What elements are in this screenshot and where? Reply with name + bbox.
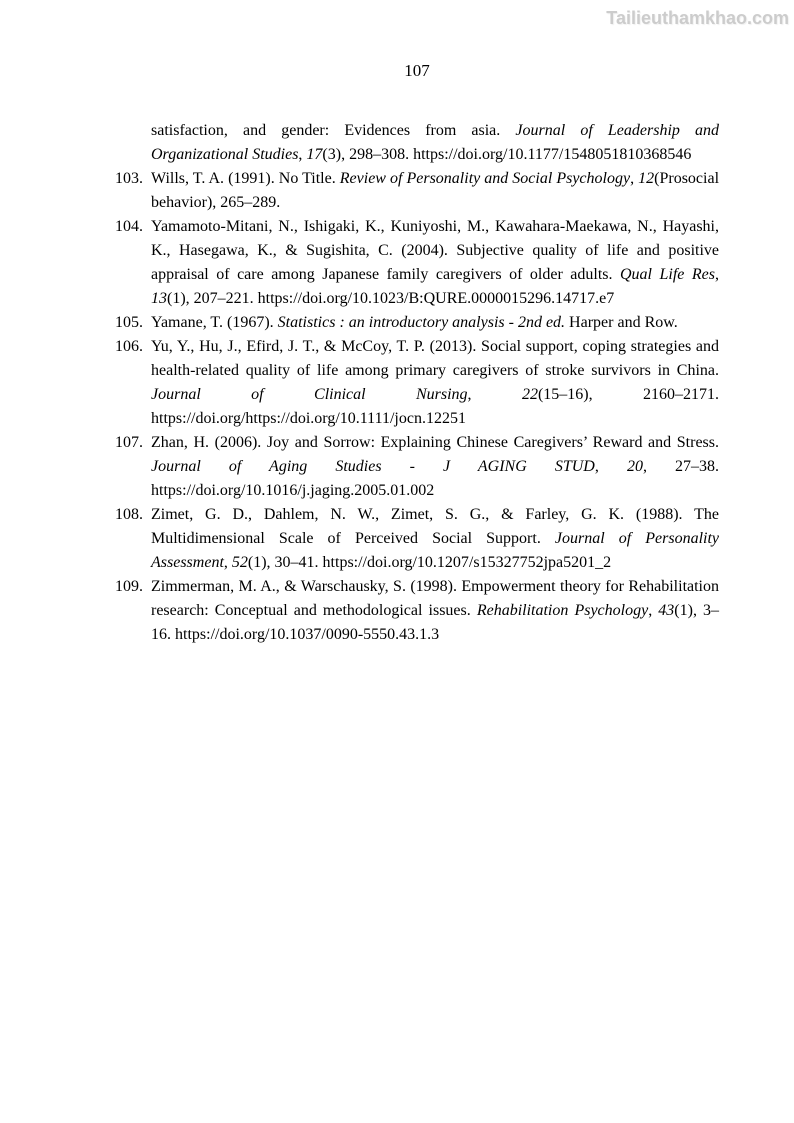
reference-segment: Zhan, H. (2006). Joy and Sorrow: Explaining Chinese Caregivers’ Reward and Stress. — [151, 434, 719, 451]
reference-segment: , — [648, 602, 659, 619]
reference-number: 108. — [115, 506, 143, 523]
reference-segment: Yamane, T. (1967). — [151, 314, 278, 331]
reference-segment: , — [630, 170, 639, 187]
reference-number: 103. — [115, 170, 143, 187]
reference-segment-italic: 22 — [521, 386, 538, 403]
reference-segment-italic: Journal of Personality Assessment — [151, 530, 720, 571]
reference-number: 106. — [115, 338, 143, 355]
reference-segment: (1), 3–16. https://doi.org/10.1037/0090-5550.43.1.3 — [151, 602, 720, 643]
reference-segment: (15–16), 2160–2171. https://doi.org/https://doi.org/10.1111/jocn.12251 — [151, 386, 720, 427]
reference-segment: (1), 30–41. https://doi.org/10.1207/s15327752jpa5201_2 — [247, 554, 612, 571]
watermark: Tailieuthamkhao.com — [606, 8, 789, 28]
reference-item — [115, 575, 719, 647]
reference-item — [115, 167, 719, 215]
reference-segment: , 27–38. https://doi.org/10.1016/j.jaging.2005.01.002 — [151, 458, 720, 499]
reference-item — [115, 119, 719, 167]
reference-segment: Zimmerman, M. A., & Warschausky, S. (1998). Empowerment theory for Rehabilitation research: Conceptual and methodological issues. — [151, 578, 719, 619]
reference-segment: (3), 298–308. https://doi.org/10.1177/1548051810368546 — [322, 146, 692, 163]
reference-segment-italic: Rehabilitation Psychology — [476, 602, 649, 619]
reference-number: 109. — [115, 578, 143, 595]
reference-number: 105. — [115, 314, 143, 331]
reference-segment: satisfaction, and gender: Evidences from asia. — [151, 122, 516, 139]
reference-item — [115, 215, 719, 311]
reference-segment: , — [467, 386, 522, 403]
reference-segment-italic: 17 — [306, 146, 323, 163]
reference-segment-italic: 20 — [626, 458, 643, 475]
reference-item — [115, 335, 719, 431]
reference-segment-italic: 13 — [151, 290, 167, 307]
reference-segment: (Prosocial behavior), 265–289. — [151, 170, 720, 211]
reference-segment: Zimet, G. D., Dahlem, N. W., Zimet, S. G., & Farley, G. K. (1988). The Multidimensional Scale of Perceived Social Support. — [151, 506, 719, 547]
reference-segment-italic: Statistics : an introductory analysis - 2nd ed. — [277, 314, 566, 331]
reference-segment: , — [594, 458, 627, 475]
reference-segment: Harper and Row. — [565, 314, 678, 331]
reference-segment-italic: Review of Personality and Social Psychology — [339, 170, 631, 187]
reference-segment-italic: Journal of Clinical Nursing — [151, 386, 468, 403]
reference-segment: (1), 207–221. https://doi.org/10.1023/B:QURE.0000015296.14717.e7 — [167, 290, 615, 307]
reference-segment: , — [714, 266, 719, 283]
reference-segment-italic: Journal of Aging Studies - J AGING STUD — [151, 458, 595, 475]
reference-segment: Yu, Y., Hu, J., Efird, J. T., & McCoy, T. P. (2013). Social support, coping strategies and health-related quality of life among primary caregivers of stroke survivors in China. — [151, 338, 719, 379]
page-number: 107 — [404, 61, 430, 80]
reference-segment-italic: 12 — [638, 170, 655, 187]
reference-segment: , — [223, 554, 232, 571]
reference-item — [115, 311, 719, 335]
reference-segment: , — [298, 146, 307, 163]
reference-segment-italic: Qual Life Res — [620, 266, 715, 283]
reference-segment-italic: 43 — [658, 602, 675, 619]
reference-number: 104. — [115, 218, 143, 235]
reference-number: 107. — [115, 434, 143, 451]
reference-segment: Wills, T. A. (1991). No Title. — [151, 170, 340, 187]
reference-item — [115, 431, 719, 503]
reference-segment-italic: 52 — [231, 554, 248, 571]
reference-segment-italic: Journal of Leadership and Organizational Studies — [151, 122, 720, 163]
references-list — [115, 119, 719, 647]
reference-item — [115, 503, 719, 575]
reference-segment: Yamamoto-Mitani, N., Ishigaki, K., Kuniyoshi, M., Kawahara-Maekawa, N., Hayashi, K., Hasegawa, K., & Sugishita, C. (2004). Subjective quality of life and positive appraisal of care among Japanese family caregivers of older adults. — [151, 218, 719, 283]
